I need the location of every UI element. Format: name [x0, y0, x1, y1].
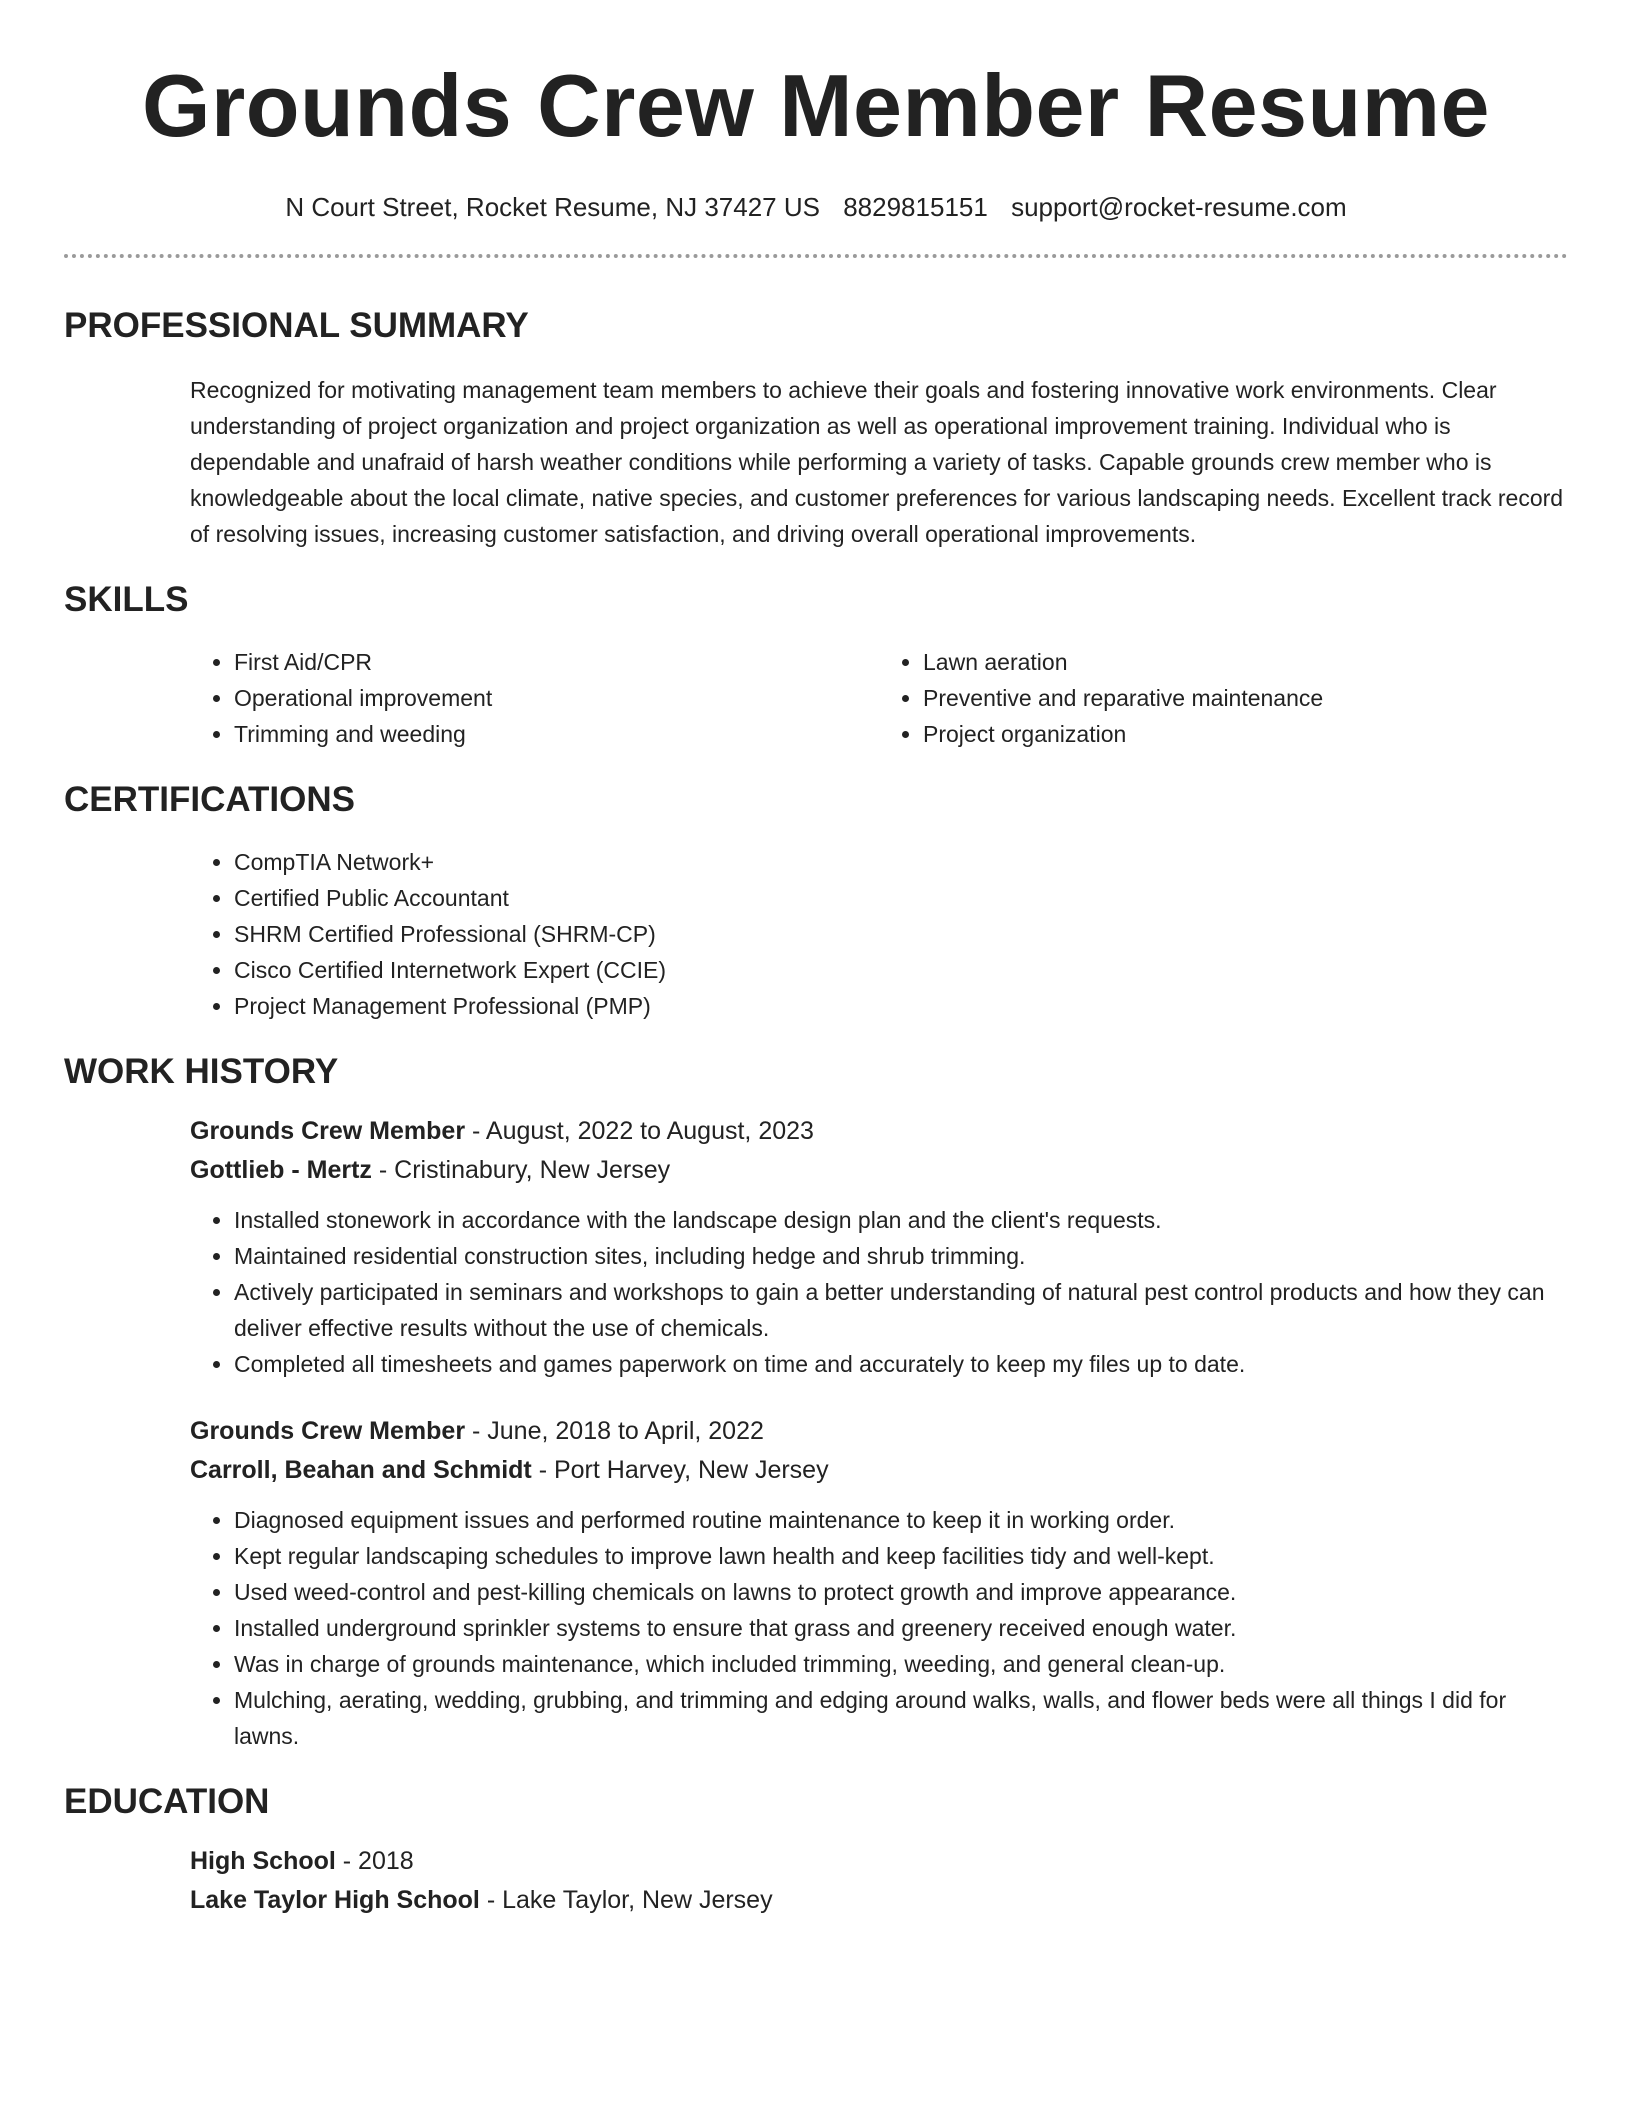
- section-heading: WORK HISTORY: [64, 1052, 339, 1091]
- job-location: - Cristinabury, New Jersey: [371, 1156, 671, 1184]
- section-heading: CERTIFICATIONS: [64, 780, 356, 819]
- job-bullet: • Installed stonework in accordance with the landscape design plan and the client's requests.: [234, 1202, 1568, 1238]
- education-degree: High School: [190, 1847, 336, 1875]
- certification-item: • Certified Public Accountant: [234, 880, 1568, 916]
- education-school: Lake Taylor High School: [190, 1886, 480, 1914]
- skill-item: • Preventive and reparative maintenance: [923, 680, 1568, 716]
- section-certifications: [64, 778, 1568, 1024]
- certification-item: • CompTIA Network+: [234, 844, 1568, 880]
- skills-column-left: [190, 644, 879, 752]
- contact-address: N Court Street, Rocket Resume, NJ 37427 US: [285, 192, 820, 222]
- certification-list: [190, 844, 1568, 1024]
- job-bullet: • Used weed-control and pest-killing chemicals on lawns to protect growth and improve appearance.: [234, 1574, 1568, 1610]
- contact-phone: 8829815151: [843, 192, 988, 222]
- skill-item: • Project organization: [923, 716, 1568, 752]
- job-company: Gottlieb - Mertz: [190, 1156, 372, 1184]
- section-body: [64, 1842, 1568, 1920]
- job-title-line: [190, 1112, 1568, 1151]
- job-bullets: [190, 1202, 1568, 1382]
- section-heading: SKILLS: [64, 580, 189, 619]
- skill-item: • Lawn aeration: [923, 644, 1568, 680]
- job-bullet: • Was in charge of grounds maintenance, which included trimming, weeding, and general clean-up.: [234, 1646, 1568, 1682]
- header-divider: [64, 254, 1568, 258]
- job-bullet: • Completed all timesheets and games paperwork on time and accurately to keep my files up to date.: [234, 1346, 1568, 1382]
- education-school-line: [190, 1881, 1568, 1920]
- skills-column-right: [879, 644, 1568, 752]
- education-year: - 2018: [335, 1847, 414, 1875]
- section-body: [64, 844, 1568, 1024]
- section-skills: [64, 578, 1568, 752]
- job-bullet: • Diagnosed equipment issues and performed routine maintenance to keep it in working order.: [234, 1502, 1568, 1538]
- job-bullet: • Installed underground sprinkler systems to ensure that grass and greenery received enough water.: [234, 1610, 1568, 1646]
- section-body: [64, 372, 1568, 552]
- job-company: Carroll, Beahan and Schmidt: [190, 1456, 532, 1484]
- page-title: Grounds Crew Member Resume: [142, 56, 1490, 155]
- section-body: [64, 1112, 1568, 1754]
- job-bullets: [190, 1502, 1568, 1754]
- job-bullet: • Kept regular landscaping schedules to improve lawn health and keep facilities tidy and well-kept.: [234, 1538, 1568, 1574]
- job-company-line: [190, 1451, 1568, 1490]
- job-dates: - August, 2022 to August, 2023: [465, 1117, 814, 1145]
- certification-item: • SHRM Certified Professional (SHRM-CP): [234, 916, 1568, 952]
- section-education: [64, 1780, 1568, 1920]
- job-bullet: • Mulching, aerating, wedding, grubbing, and trimming and edging around walks, walls, and flower beds were all things I did for lawns.: [234, 1682, 1568, 1754]
- job-entry: [190, 1112, 1568, 1382]
- certification-item: • Cisco Certified Internetwork Expert (CCIE): [234, 952, 1568, 988]
- education-degree-line: [190, 1842, 1568, 1881]
- skills-grid: [64, 644, 1568, 752]
- skill-item: • Trimming and weeding: [234, 716, 879, 752]
- job-title-line: [190, 1412, 1568, 1451]
- job-bullet: • Maintained residential construction sites, including hedge and shrub trimming.: [234, 1238, 1568, 1274]
- section-professional-summary: [64, 304, 1568, 552]
- job-title: Grounds Crew Member: [190, 1117, 466, 1145]
- skill-item: • First Aid/CPR: [234, 644, 879, 680]
- summary-text: Recognized for motivating management team members to achieve their goals and fostering innovative work environments. Clear understanding of project organization and project organization as well as operational improvement training. Individual who is dependable and unafraid of harsh weather conditions while performing a variety of tasks. Capable grounds crew member who is knowledgeable about the local climate, native species, and customer preferences for various landscaping needs. Excellent track record of resolving issues, increasing customer satisfaction, and driving overall operational improvements.: [190, 377, 1564, 547]
- skill-item: • Operational improvement: [234, 680, 879, 716]
- job-bullet: • Actively participated in seminars and workshops to gain a better understanding of natural pest control products and how they can deliver effective results without the use of chemicals.: [234, 1274, 1568, 1346]
- section-heading: PROFESSIONAL SUMMARY: [64, 306, 529, 345]
- job-location: - Port Harvey, New Jersey: [531, 1456, 829, 1484]
- job-dates: - June, 2018 to April, 2022: [465, 1417, 764, 1445]
- job-company-line: [190, 1151, 1568, 1190]
- section-work-history: [64, 1050, 1568, 1754]
- job-title: Grounds Crew Member: [190, 1417, 466, 1445]
- section-heading: EDUCATION: [64, 1782, 270, 1821]
- contact-line: [64, 190, 1568, 224]
- certification-item: • Project Management Professional (PMP): [234, 988, 1568, 1024]
- education-location: - Lake Taylor, New Jersey: [479, 1886, 773, 1914]
- contact-email: support@rocket-resume.com: [1011, 192, 1347, 222]
- job-entry: [190, 1412, 1568, 1754]
